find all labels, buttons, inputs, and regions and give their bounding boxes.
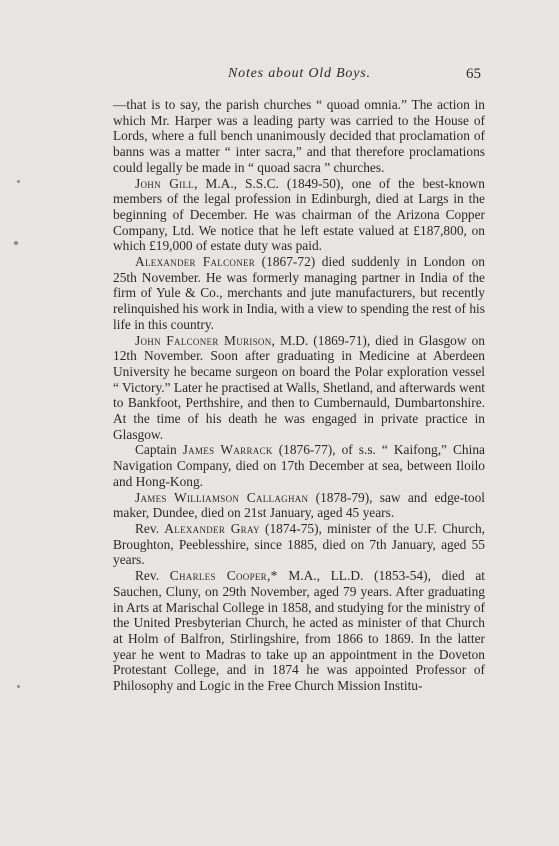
paragraph-text: (1878-79), saw and edge-tool maker, Dundee, died on 21st January, aged 45 years. [113,489,486,521]
paragraph-continuation [113,97,485,176]
person-name: James Williamson Callaghan [135,489,309,505]
name-prefix: Captain [135,442,183,458]
person-name: John Falconer Murison [135,332,272,348]
paragraph-alexander-falconer [113,254,485,333]
person-name: Alexander Falconer [135,254,256,270]
paragraph-alexander-gray [113,521,485,568]
paragraph-text: , M.D. (1869-71), died in Glasgow on 12th November. Soon after graduating in Medicine at Aberdeen University he became surgeon on board the Polar exploration vessel “ Victory.” Later he practised at Walls, Shetland, and afterwards went to Bankfoot, Perthshire, and then to Cumbernauld, Dumbartonshire. At the time of his death he was engaged in private practice in Glasgow. [113,332,485,442]
name-prefix: Rev. [135,520,165,536]
page-number: 65 [466,66,481,82]
margin-mark [17,180,20,183]
paragraph-john-gill [113,176,485,255]
paragraph-text: (1867-72) died suddenly in London on 25th November. He was formerly managing partner in India of the firm of Yule & Co., merchants and jute manufacturers, but recently relinquished his work in India, with a view to spending the rest of his life in this country. [113,254,485,332]
paragraph-john-falconer-murison [113,333,485,443]
paragraph-text: (1874-75), minister of the U.F. Church, Broughton, Peeblesshire, since 1885, died on 7th January, aged 55 years. [113,520,485,568]
margin-mark [14,241,18,245]
person-name: John Gill [135,175,195,191]
running-title: Notes about Old Boys. [228,66,371,81]
page-header [0,66,559,86]
person-name: James Warrack [182,442,273,458]
paragraph-text: —that is to say, the parish churches “ quoad omnia.” The action in which Mr. Harper was a leading party was carried to the House of Lords, where a full bench unanimously decided that proclamation of banns was a matter “ inter sacra,” and that therefore proclamations could legally be made in “ quoad sacra ” churches. [113,97,485,175]
person-name: Alexander Gray [164,520,260,536]
paragraph-text: , M.A., S.S.C. (1849-50), one of the best-known members of the legal profession in Edinburgh, died at Largs in the beginning of December. He was chairman of the Arizona Copper Company, Ltd. We notice that he left estate valued at £187,800, on which £19,000 of estate duty was paid. [113,175,486,254]
paragraph-james-warrack [113,442,485,489]
paragraph-text: M.A., LL.D. (1853-54), died at Sauchen, Cluny, on 29th November, aged 79 years. After graduating in Arts at Marischal College in 1858, and studying for the ministry of the United Presbyterian Church, he acted as minister of that Church at Holm of Balfron, Stirlingshire, from 1866 to 1869. In the latter year he went to Madras to take up an appointment in the Doveton Protestant College, and in 1874 he was appointed Professor of Philosophy and Logic in the Free Church Mission Institu- [113,568,486,694]
paragraph-text: (1876-77), of s.s. “ Kaifong,” China Navigation Company, died on 17th December at sea, between Iloilo and Hong-Kong. [113,442,485,489]
page-body [113,97,485,694]
paragraph-charles-cooper [113,568,485,694]
margin-mark [17,685,20,688]
name-prefix: Rev. [135,568,170,584]
paragraph-james-williamson-callaghan [113,490,485,521]
person-name: Charles Cooper,* [169,568,278,584]
